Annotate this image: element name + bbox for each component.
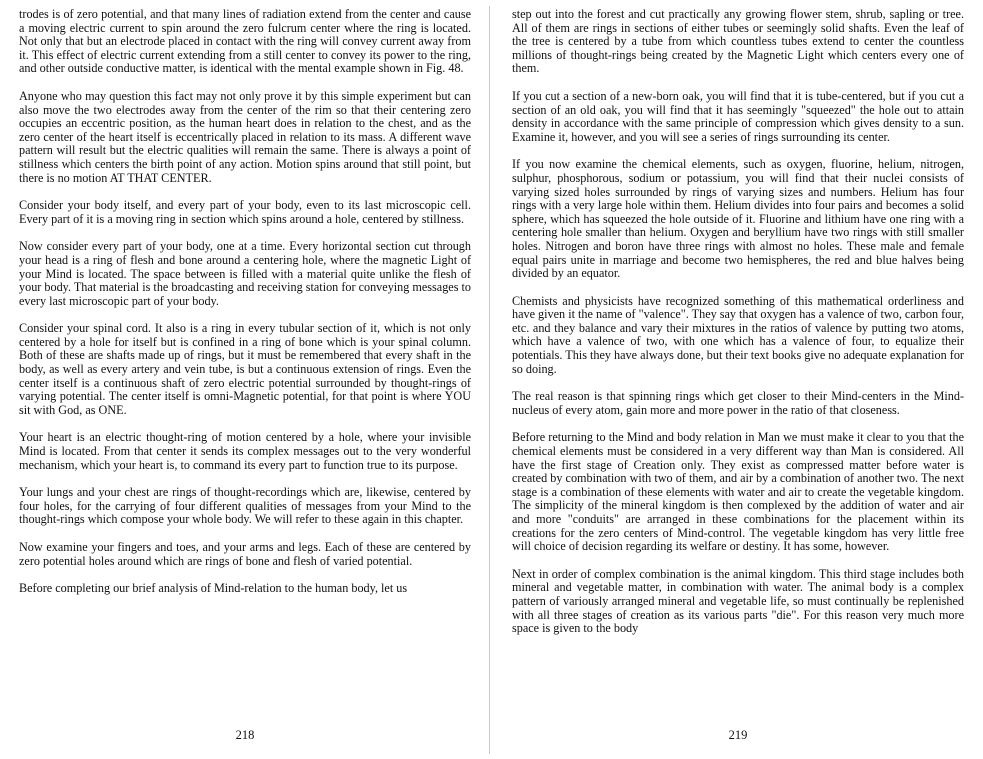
gutter-divider	[489, 6, 490, 754]
left-paragraph-7: Your lungs and your chest are rings of thought-recordings which are, likewise, centered by four holes, for the carrying of four different qualities of messages from your Mind to the thought-rings which compose your whole body. We will refer to these again in this chapter.	[19, 485, 471, 527]
right-paragraph-2: If you cut a section of a new-born oak, you will find that it is tube-centered, but if you cut a section of an old oak, you will find that it has seemingly "squeezed" the hole out to attain density in accordance with the same principle of compression which gives density to a sun. Examine it, however, and you will see a series of rings surrounding its center.	[512, 88, 964, 144]
left-paragraph-2: Anyone who may question this fact may not only prove it by this simple experiment but can also move the two electrodes away from the center of the rim so that their centering zero occupies an eccentric position, as the human heart does in relation to the chest, and as the zero center of the heart itself is eccentrically placed in relation to its mass. A different wave pattern will result but the electric qualities will remain the same. There is always a point of stillness which centers the birth point of any action. Motion spins around that still point, but there is no motion AT THAT CENTER.	[19, 88, 471, 185]
left-paragraph-4: Now consider every part of your body, one at a time. Every horizontal section cut through your head is a ring of flesh and bone around a centering hole, where the magnetic Light of your Mind is located. The space between is filled with a material quite unlike the flesh of your body. That material is the broadcasting and receiving station for conveying messages to every last microscopic part of your body.	[19, 239, 471, 308]
right-paragraph-5: The real reason is that spinning rings which get closer to their Mind-centers in the Mind-nucleus of every atom, gain more and more power in the ratio of that closeness.	[512, 389, 964, 417]
right-paragraph-7: Next in order of complex combination is the animal kingdom. This third stage includes both mineral and vegetable matter, in combination with water. The animal body is a complex pattern of variously arranged mineral and vegetable life, so must continually be replenished with all three stages of creation as its various parts "die". For this reason very much more space is given to the body	[512, 566, 964, 636]
right-page-number: 219	[728, 728, 748, 742]
left-paragraph-9: Before completing our brief analysis of Mind-relation to the human body, let us	[19, 581, 408, 596]
right-paragraph-6: Before returning to the Mind and body relation in Man we must make it clear to you that the chemical elements must be considered in a very different way than Man is considered. All have the first stage of Creation only. They exist as compressed matter before water is created by combination with two of them, and air by a combination of another two. The next stage is a combination of these elements with water and air to create the vegetable kingdom. The simplicity of the mineral kingdom is then complexed by the addition of water and air and more "conduits" are arranged in these combinations for the placement within its creations for the zero centers of Mind-control. The vegetable kingdom has very little free will choice of decision regarding its welfare or destiny. It has some, however.	[512, 430, 964, 554]
left-paragraph-3: Consider your body itself, and every part of your body, even to its last microscopic cell. Every part of it is a moving ring in section which spins around a hole, centered by stillness.	[19, 198, 471, 226]
left-page	[19, 8, 471, 753]
right-paragraph-1: step out into the forest and cut practically any growing flower stem, shrub, sapling or tree. All of them are rings in sections of either tubes or seemingly solid shafts. Even the leaf of the tree is centered by a tube from which countless tubes extend to center the countless millions of thought-rings being created by the Magnetic Light which centers every one of them.	[512, 7, 964, 76]
left-paragraph-5: Consider your spinal cord. It also is a ring in every tubular section of it, which is not only centered by a hole for itself but is confined in a ring of bone which is your spinal column. Both of these are shafts made up of rings, but it must be remembered that every shaft in the body, as well as every artery and vein tube, is but a continuous extension of rings. Even the center itself is a continuous shaft of zero electric potential surrounded by thought-rings of varying potential. The center itself is omni-Magnetic potential, for that point is where YOU sit with God, as ONE.	[19, 321, 471, 417]
right-page	[512, 8, 964, 753]
right-paragraph-3: If you now examine the chemical elements, such as oxygen, fluorine, helium, nitrogen, sulphur, phosphorous, sodium or potassium, you will find that their nuclei consists of varying sized holes surrounded by rings of varying sizes and numbers. Helium has four rings with a very large hole within them. Helium divides into four pairs and becomes a solid sphere, which has squeezed the hole outside of it. Fluorine and lithium have one ring with a centering hole smaller than helium. Oxygen and beryllium have two rings with still smaller holes. Nitrogen and boron have three rings with almost no holes. These male and female equal pairs unite in marriage and become two hemispheres, the red and blue halves being divided by an equator.	[512, 157, 964, 281]
right-paragraph-4: Chemists and physicists have recognized something of this mathematical orderliness and have given it the name of "valence". They say that oxygen has a valence of two, carbon four, etc. and they balance and vary their mixtures in the ratios of valence by putting two atoms, which have a valence of two, with one which has a valence of four, to equalize their potentials. This they have always done, but their text books give no adequate explanation for so doing.	[512, 293, 964, 376]
left-paragraph-6: Your heart is an electric thought-ring of motion centered by a hole, where your invisible Mind is located. From that center it sends its complex messages out to the very wonderful mechanism, which your heart is, to command its every part to function true to its purpose.	[19, 430, 471, 472]
left-page-number: 218	[235, 728, 255, 742]
left-paragraph-8: Now examine your fingers and toes, and your arms and legs. Each of these are centered by zero potential holes around which are rings of bone and flesh of varied potential.	[19, 540, 471, 568]
left-paragraph-1: trodes is of zero potential, and that many lines of radiation extend from the center and cause a moving electric current to spin around the zero fulcrum center where the ring is located. Not only that but an electrode placed in contact with the ring will convey current away from it. This effect of electric current extending from a still center to convey its power to the ring, and other outside conductive matter, is identical with the mental example shown in Fig. 48.	[19, 7, 471, 76]
